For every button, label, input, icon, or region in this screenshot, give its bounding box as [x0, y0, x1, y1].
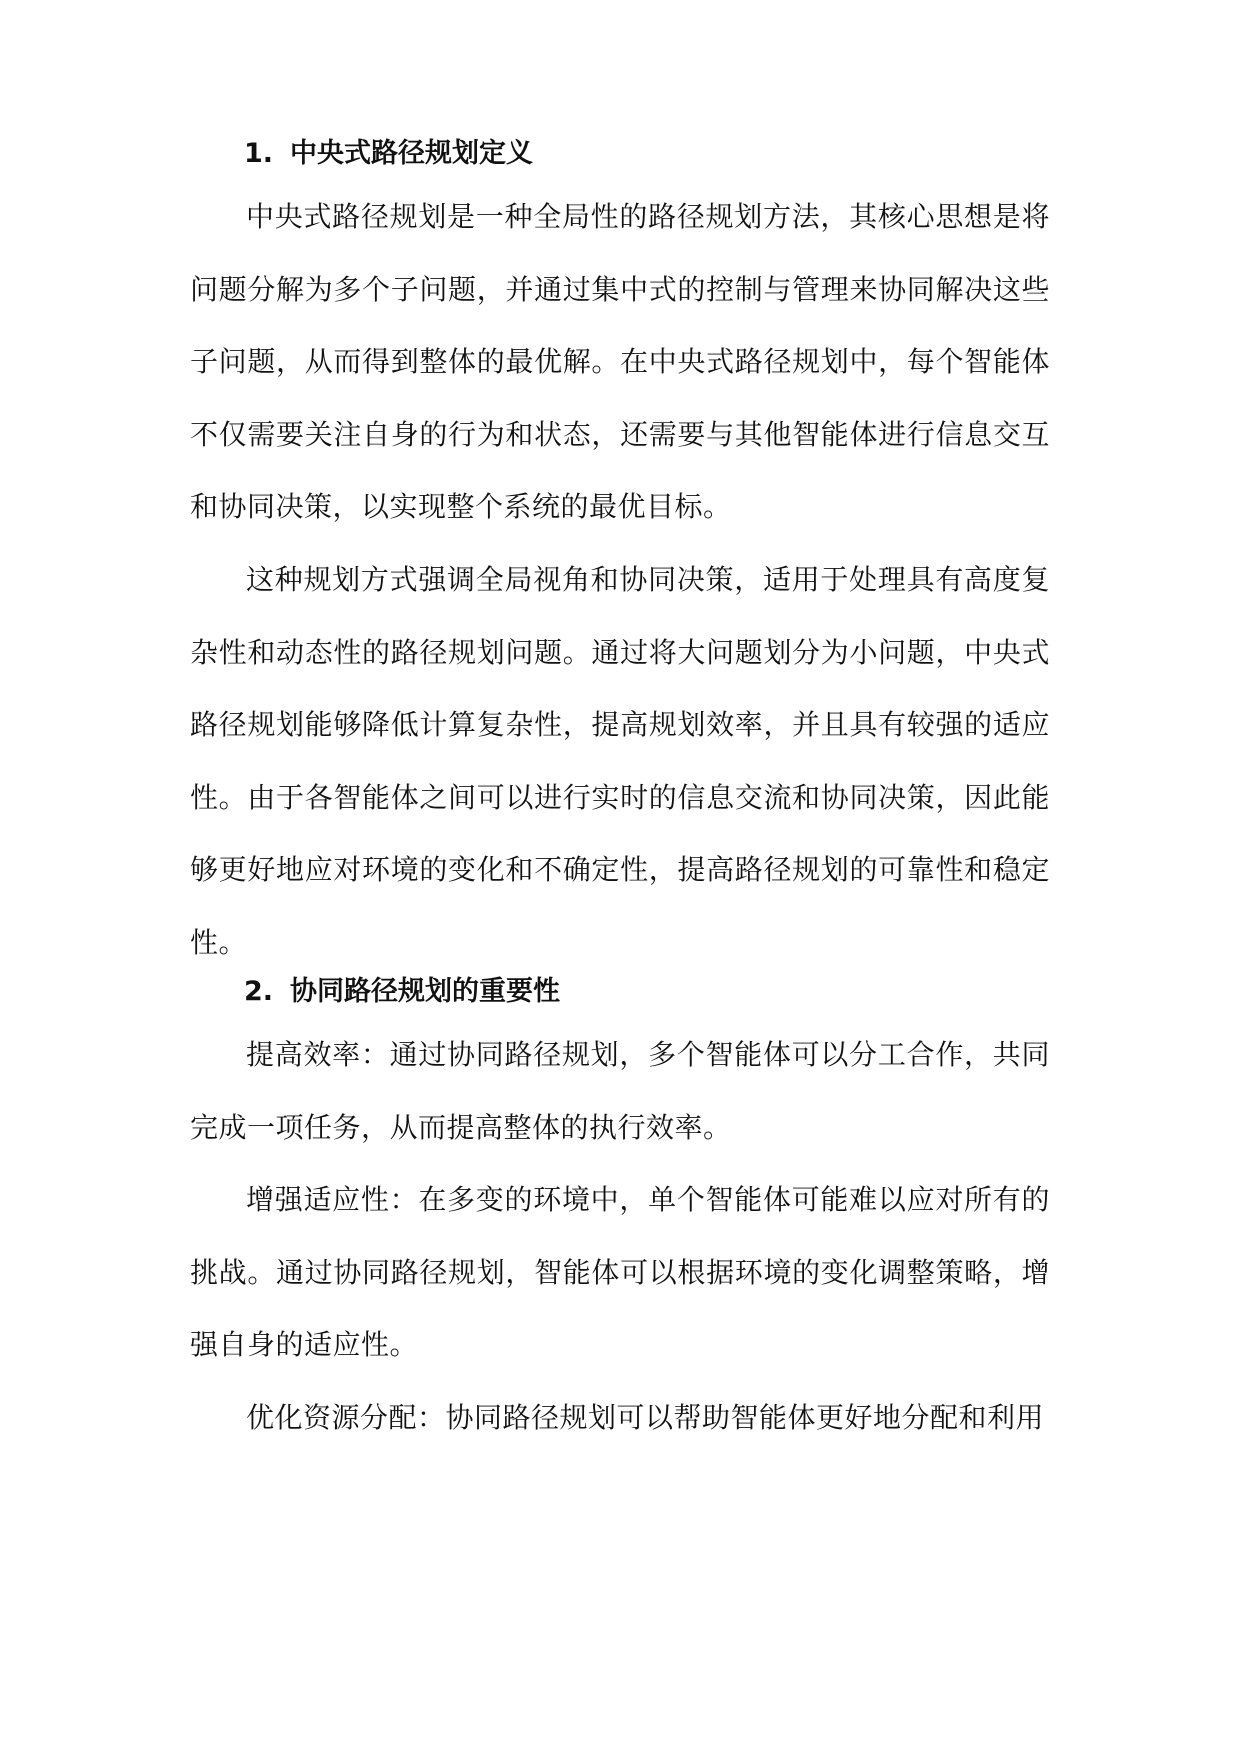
section-1-paragraph-1: 中央式路径规划是一种全局性的路径规划方法，其核心思想是将问题分解为多个子问题，并通过集中式的控制与管理来协同解决这些子问题，从而得到整体的最优解。在中央式路径规划中，每个智能体不仅需要关注自身的行为和状态，还需要与其他智能体进行信息交互和协同决策，以实现整个系统的最优目标。: [190, 200, 1050, 523]
section-1-heading: [244, 134, 533, 174]
section-1-paragraph-2: 这种规划方式强调全局视角和协同决策，适用于处理具有高度复杂性和动态性的路径规划问题。通过将大问题划分为小问题，中央式路径规划能够降低计算复杂性，提高规划效率，并且具有较强的适应性。由于各智能体之间可以进行实时的信息交流和协同决策，因此能够更好地应对环境的变化和不确定性，提高路径规划的可靠性和稳定性。: [190, 563, 1050, 959]
section-2-paragraph-2: 增强适应性：在多变的环境中，单个智能体可能难以应对所有的挑战。通过协同路径规划，智能体可以根据环境的变化调整策略，增强自身的适应性。: [190, 1183, 1050, 1361]
section-2-paragraph-1: 提高效率：通过协同路径规划，多个智能体可以分工合作，共同完成一项任务，从而提高整体的执行效率。: [190, 1038, 1050, 1144]
section-1-title: 中央式路径规划定义: [290, 138, 533, 169]
section-2-number: 2.: [244, 976, 274, 1007]
section-2-heading: [244, 972, 560, 1012]
section-2-paragraph-3: 优化资源分配：协同路径规划可以帮助智能体更好地分配和利用: [246, 1401, 1045, 1434]
section-1-number: 1.: [244, 138, 274, 169]
section-2-title: 协同路径规划的重要性: [290, 976, 560, 1007]
